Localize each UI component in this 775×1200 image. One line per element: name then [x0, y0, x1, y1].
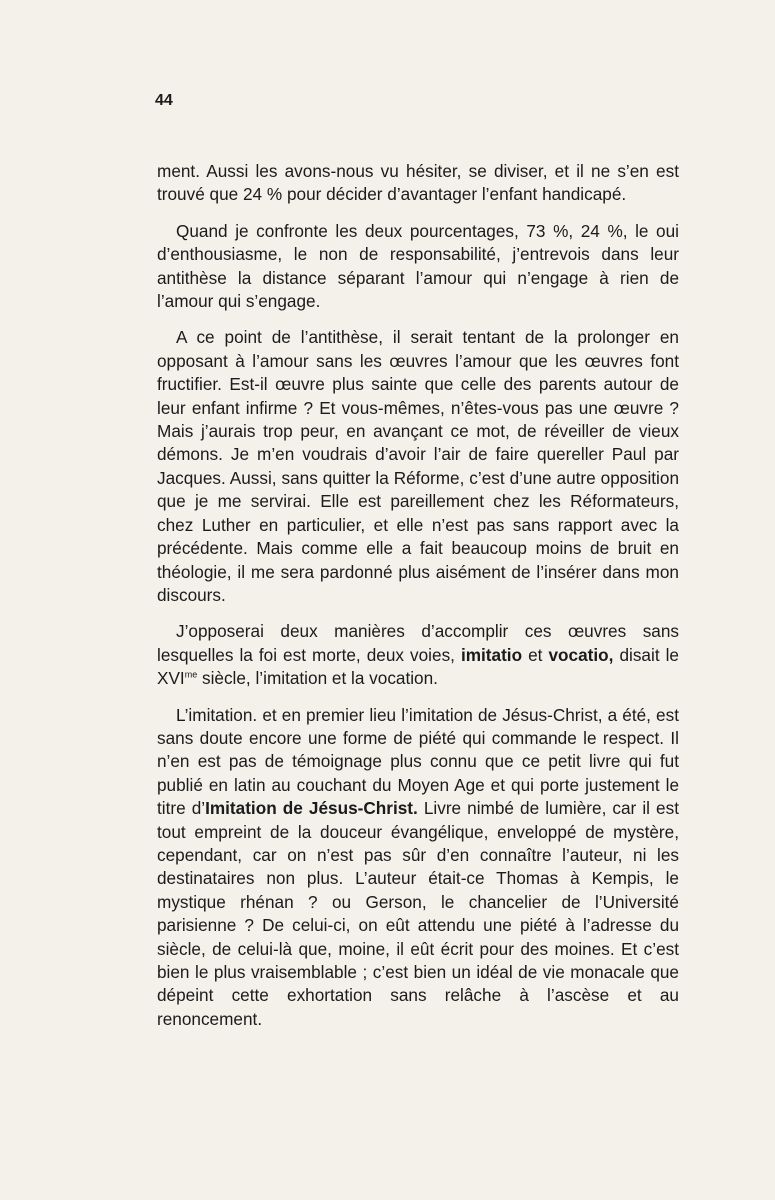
term-vocatio: vocatio,: [548, 644, 614, 665]
body-text: [157, 160, 679, 1044]
paragraph-4: [157, 620, 679, 690]
paragraph-5-text-b: Livre nimbé de lumière, car il est tout empreint de la douceur évangélique, enveloppé de mystère, cependant, car on n’est pas sûr d’en connaître l’auteur, ni les destinataires non plus. L’auteur était-ce Thomas à Kempis, le mystique rhénan ? ou Gerson, le chancelier de l’Université parisienne ? De celui-ci, on eût attendu une piété à l’adresse du siècle, de celui-là que, moine, il eût écrit pour des moines. Et c’est bien le plus vraisemblable ; c’est bien un idéal de vie monacale que dépeint cette exhortation sans relâche à l’ascèse et au renoncement.: [157, 798, 679, 1029]
paragraph-5: [157, 704, 679, 1032]
paragraph-4-text-a: J’opposerai deux manières d’accomplir ces œuvres sans lesquelles la foi est morte, deux voies,: [157, 621, 679, 665]
paragraph-2: Quand je confronte les deux pourcentages, 73 %, 24 %, le oui d’enthousiasme, le non de responsabilité, j’entrevois dans leur antithèse la distance séparant l’amour qui n’engage à rien de l’amour qui s’engage.: [157, 220, 679, 312]
page-number: 44: [155, 92, 173, 109]
term-imitatio: imitatio: [460, 644, 523, 665]
century-superscript: me: [184, 669, 198, 680]
paragraph-3: A ce point de l’antithèse, il serait tentant de la prolonger en opposant à l’amour sans les œuvres l’amour que les œuvres font fructifier. Est-il œuvre plus sainte que celle des parents autour de leur enfant infirme ? Et vous-mêmes, n’êtes-vous pas une œuvre ? Mais j’aurais trop peur, en avançant ce mot, de réveiller de vieux démons. Je m’en voudrais d’avoir l’air de faire quereller Paul par Jacques. Aussi, sans quitter la Réforme, c’est d’une autre opposition que je me servirai. Elle est pareillement chez les Réformateurs, chez Luther en particulier, et elle n’est pas sans rapport avec la précédente. Mais comme elle a fait beaucoup moins de bruit en théologie, il me sera pardonné plus aisément de l’insérer dans mon discours.: [157, 327, 679, 605]
book-title: Imitation de Jésus-Christ.: [205, 798, 418, 819]
paragraph-4-text-d: siècle, l’imitation et la vocation.: [197, 668, 438, 689]
paragraph-5-text-a: L’imitation. et en premier lieu l’imitation de Jésus-Christ, a été, est sans doute encore une forme de piété qui commande le respect. Il n’en est pas de témoignage plus connu que ce petit livre qui fut publié en latin au couchant du Moyen Age et qui porte justement le titre d’: [157, 704, 679, 819]
paragraph-4-text-c: disait le XVI: [157, 644, 679, 689]
paragraph-1: ment. Aussi les avons-nous vu hésiter, se diviser, et il ne s’en est trouvé que 24 % pour décider d’avantager l’enfant handicapé.: [157, 161, 679, 205]
paragraph-4-text-b: et: [522, 644, 549, 665]
